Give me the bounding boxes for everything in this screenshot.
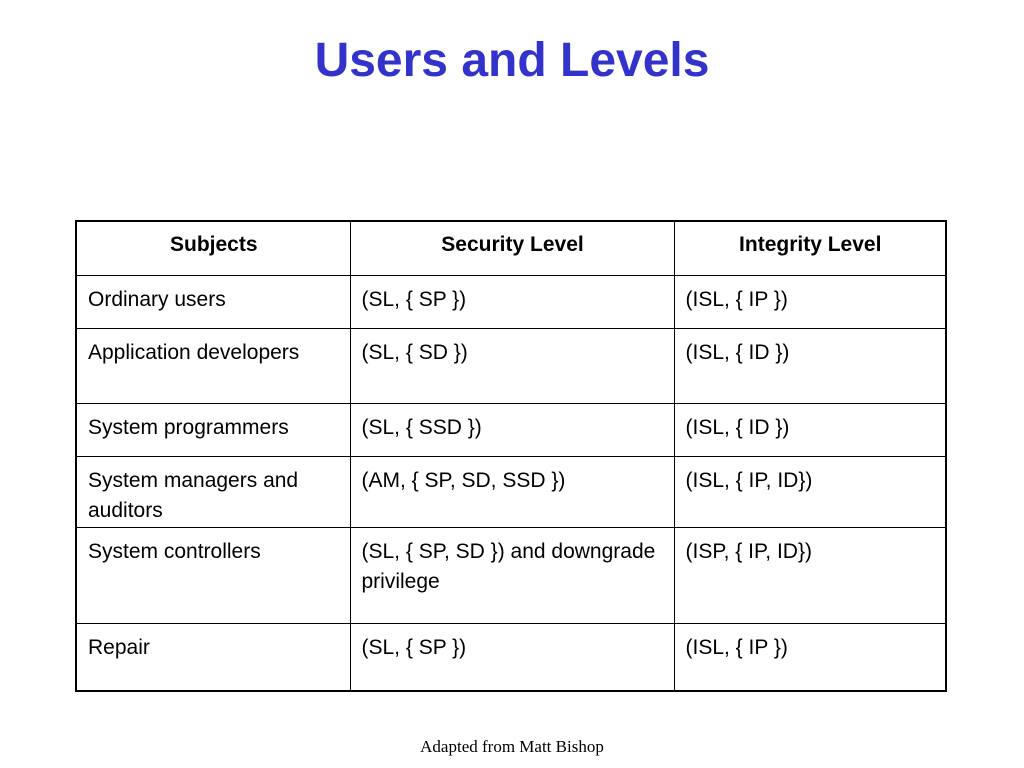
header-integrity-level: Integrity Level [674,221,946,275]
footer-attribution: Adapted from Matt Bishop [420,737,604,756]
security-level-cell: (SL, { SSD }) [350,403,674,456]
subject-cell: Repair [76,623,350,691]
table-row [76,275,946,328]
security-level-cell: (AM, { SP, SD, SSD }) [350,456,674,527]
integrity-level-cell: (ISL, { ID }) [674,328,946,403]
levels-table-container [75,220,947,692]
security-level-cell: (SL, { SP }) [350,275,674,328]
integrity-level-cell: (ISL, { ID }) [674,403,946,456]
table-row [76,527,946,623]
table-row [76,623,946,691]
table-row [76,403,946,456]
slide-title: Users and Levels [314,34,710,87]
subject-cell: System controllers [76,527,350,623]
header-subjects: Subjects [76,221,350,275]
integrity-level-cell: (ISL, { IP, ID}) [674,456,946,527]
table-row [76,328,946,403]
security-level-cell: (SL, { SD }) [350,328,674,403]
security-level-cell: (SL, { SP }) [350,623,674,691]
table-row [76,456,946,527]
integrity-level-cell: (ISL, { IP }) [674,623,946,691]
integrity-level-cell: (ISP, { IP, ID}) [674,527,946,623]
header-security-level: Security Level [350,221,674,275]
integrity-level-cell: (ISL, { IP }) [674,275,946,328]
subject-cell: System programmers [76,403,350,456]
subject-cell: System managers and auditors [76,456,350,527]
subject-cell: Ordinary users [76,275,350,328]
subject-cell: Application developers [76,328,350,403]
table-header-row [76,221,946,275]
security-level-cell: (SL, { SP, SD }) and downgrade privilege [350,527,674,623]
levels-table [75,220,947,692]
